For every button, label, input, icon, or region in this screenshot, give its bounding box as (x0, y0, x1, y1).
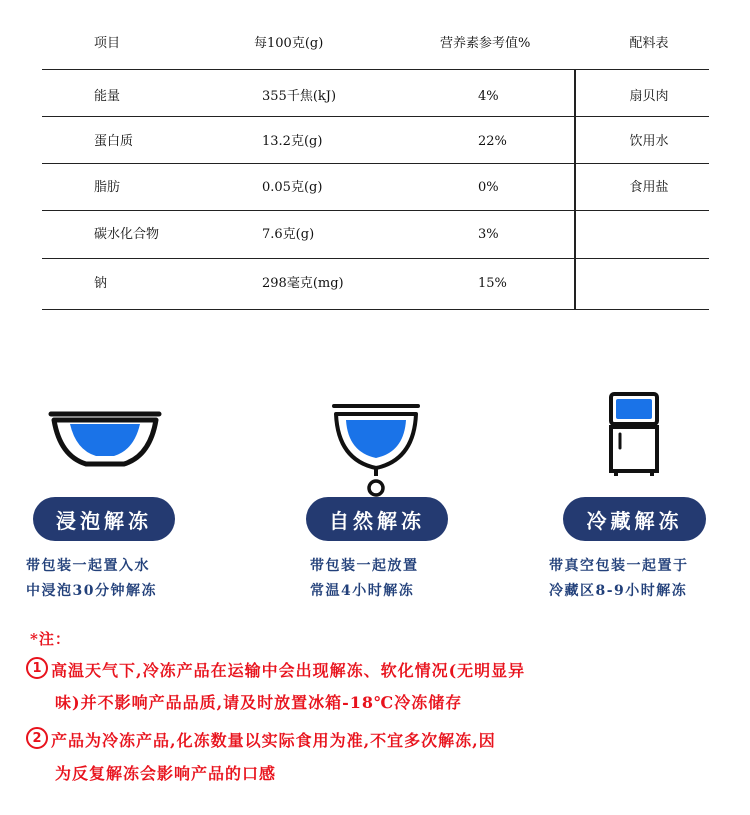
table-divider (42, 69, 709, 70)
row-nrv: 22% (478, 134, 507, 149)
row-per100: 355千焦(kJ) (262, 89, 337, 104)
table-divider (42, 163, 709, 164)
method-title: 冷藏解冻 (563, 497, 706, 541)
row-nrv: 4% (478, 89, 499, 104)
table-divider (42, 309, 709, 310)
header-item: 项目 (94, 36, 121, 51)
table-divider (42, 116, 709, 117)
method-title: 自然解冻 (306, 497, 448, 541)
note-number: 1 (26, 657, 48, 679)
method-desc (26, 554, 157, 604)
soak-bowl-icon (48, 410, 162, 468)
row-per100: 0.05克(g) (262, 180, 323, 195)
note-line: 高温天气下,冷冻产品在运输中会出现解冻、软化情况(无明显异 (51, 661, 526, 680)
fridge-icon (606, 390, 662, 478)
table-divider (42, 210, 709, 211)
note-line: 为反复解冻会影响产品的口感 (55, 764, 277, 783)
header-nrv: 营养素参考值% (440, 36, 531, 51)
ingredients-divider (574, 69, 576, 310)
note-number: 2 (26, 727, 48, 749)
row-per100: 13.2克(g) (262, 134, 323, 149)
method-desc-line: 带包装一起放置 (310, 558, 419, 574)
method-title: 浸泡解冻 (33, 497, 175, 541)
notes-label: *注： (30, 630, 71, 648)
row-name: 碳水化合物 (94, 227, 160, 242)
method-desc-line: 带包装一起置入水 (26, 558, 150, 574)
nutrition-table (0, 0, 750, 320)
natural-bowl-icon (328, 402, 424, 502)
method-desc (549, 554, 689, 604)
row-nrv: 0% (478, 180, 499, 195)
ingredient-item: 食用盐 (629, 180, 669, 195)
row-per100: 7.6克(g) (262, 227, 315, 242)
ingredient-item: 饮用水 (629, 134, 669, 149)
row-per100: 298毫克(mg) (262, 276, 344, 291)
header-per100: 每100克(g) (254, 36, 324, 51)
row-name: 钠 (94, 276, 108, 291)
ingredient-item: 扇贝肉 (629, 89, 669, 104)
row-name: 能量 (94, 89, 121, 104)
table-divider (42, 258, 709, 259)
note-line: 味)并不影响产品品质,请及时放置冰箱-18℃冷冻储存 (55, 693, 463, 712)
header-ingredients: 配料表 (629, 36, 669, 51)
row-nrv: 3% (478, 227, 499, 242)
method-desc-line: 冷藏区8-9小时解冻 (549, 583, 688, 599)
method-desc-line: 常温4小时解冻 (310, 583, 415, 599)
method-desc-line: 带真空包装一起置于 (549, 558, 689, 574)
note-line: 产品为冷冻产品,化冻数量以实际食用为准,不宜多次解冻,因 (51, 731, 496, 750)
method-desc-line: 中浸泡30分钟解冻 (26, 583, 157, 599)
row-name: 脂肪 (94, 180, 121, 195)
row-name: 蛋白质 (94, 134, 134, 149)
method-desc (310, 554, 419, 604)
row-nrv: 15% (478, 276, 507, 291)
